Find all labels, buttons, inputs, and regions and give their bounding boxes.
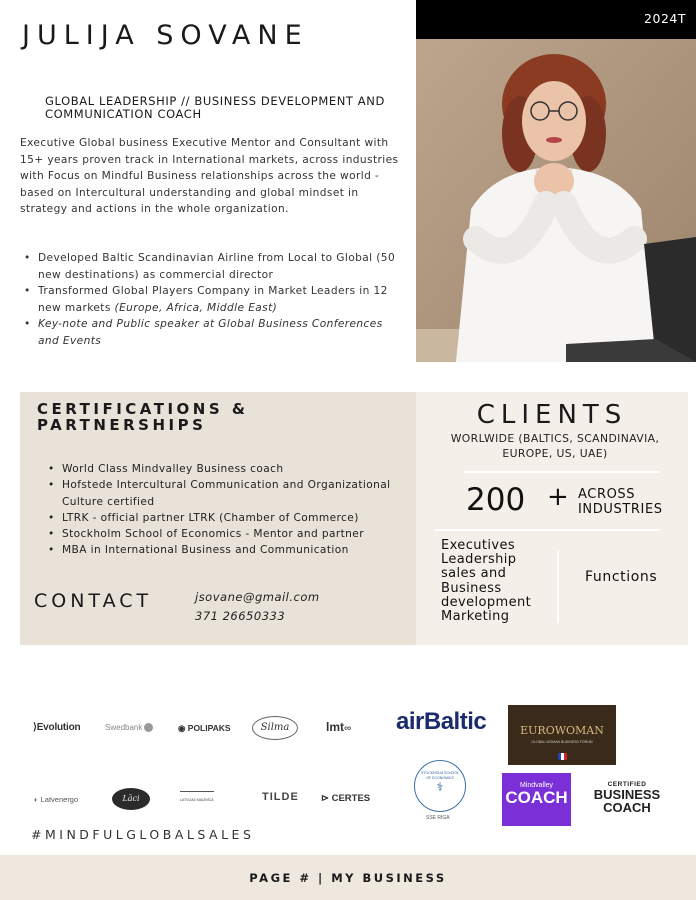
client-roles: Executives Leadership sales and Business development Marketing (441, 538, 532, 625)
contact-title: CONTACT (34, 590, 153, 612)
client-logos (0, 700, 696, 830)
latvijas-maiznica-logo: LATVIJAS MAIZNĪCA (180, 791, 214, 802)
certifications-title: CERTIFICATIONS & PARTNERSHIPS (37, 400, 249, 434)
client-count: 200 (466, 482, 526, 518)
polipaks-icon: ◉ (178, 723, 188, 733)
clients-title: CLIENTS (476, 400, 628, 430)
achievements-list (22, 250, 407, 349)
logo-text: CERTES (331, 793, 371, 804)
contact-email-link[interactable]: jsovane@gmail.com (195, 590, 320, 604)
year-label: 2024T (644, 11, 686, 26)
list-item: • World Class Mindvalley Business coach (46, 461, 396, 477)
sse-riga-logo (414, 760, 466, 812)
certifications-panel (20, 392, 416, 645)
top-bar (416, 0, 696, 39)
latvenergo-icon: ◐ (34, 795, 41, 804)
list-item: • Key-note and Public speaker at Global Business Conferences and Events (22, 316, 407, 349)
silma-logo (252, 716, 298, 740)
swedbank-logo (105, 723, 153, 732)
across-industries-label: ACROSS INDUSTRIES (578, 487, 663, 517)
sse-riga-label: SSE RIGA (426, 815, 450, 821)
polipaks-logo (178, 723, 231, 734)
portrait-illustration (416, 39, 696, 362)
caduceus-icon: ⚕ (436, 780, 444, 794)
logo-subtext: COACH (505, 788, 568, 807)
divider (464, 471, 660, 473)
list-item: • Developed Baltic Scandinavian Airline from Local to Global (50 new destinations) as commercial director (22, 250, 407, 283)
logo-text: Swedbank (105, 723, 143, 732)
page-footer (0, 855, 696, 900)
logo-text: BUSINESS (593, 787, 661, 802)
list-item (22, 283, 407, 316)
list-item: • Stockholm School of Economics - Mentor and partner (46, 526, 396, 542)
contact-phone[interactable]: 371 26650333 (195, 609, 286, 623)
logo-text: POLIPAKS (187, 723, 231, 733)
logo-text: Mindvalley (519, 782, 554, 789)
eurowoman-logo (508, 705, 616, 765)
list-item: • Hofstede Intercultural Communication and Organizational Culture certified (46, 477, 396, 510)
logo-text: CERTIFIED (607, 781, 647, 788)
functions-label: Functions (585, 569, 658, 585)
certes-logo (321, 793, 370, 804)
airbaltic-logo: airBaltic (396, 708, 487, 735)
bio-paragraph: Executive Global business Executive Mentor and Consultant with 15+ years proven track in International markets, across industries with Focus on Mindful Business relationships across the world - based on Intercultural understanding and global mindset in strategy and actions in the whole organization. (20, 137, 399, 215)
lmt-icon: ∞ (344, 723, 352, 734)
divider (435, 529, 660, 531)
evolution-logo (33, 722, 80, 733)
logo-text: Silma (260, 722, 290, 733)
portrait-photo (416, 39, 696, 362)
logo-text: COACH (603, 800, 651, 815)
divider (557, 551, 559, 623)
logo-text: STOCKHOLM SCHOOL OF ECONOMICS (421, 771, 459, 780)
job-subtitle: GLOBAL LEADERSHIP // BUSINESS DEVELOPMENT AND COMMUNICATION COACH (45, 94, 385, 121)
evolution-icon: ⟩ (33, 722, 37, 733)
certes-icon: ⊳ (321, 793, 332, 804)
swedbank-icon (144, 723, 153, 732)
client-count-plus: + (547, 482, 569, 512)
tilde-logo: TILDE (262, 791, 299, 803)
logo-text: Latvenergo (40, 795, 79, 804)
list-item-text: Transformed Global Players Company in Market Leaders in 12 new markets (38, 285, 388, 314)
list-item-emphasis: (Europe, Africa, Middle East) (114, 301, 278, 314)
footer-text: PAGE # | MY BUSINESS (249, 871, 447, 885)
person-name: JULIJA SOVANE (22, 20, 309, 51)
list-item: • LTRK - official partner LTRK (Chamber of Commerce) (46, 510, 396, 526)
logo-text: EUROWOMAN (520, 724, 604, 737)
logo-text: lmt (326, 720, 344, 734)
certifications-list (46, 461, 396, 559)
clients-panel (416, 392, 688, 645)
laci-logo: Lāci (112, 788, 150, 810)
flag-icon (558, 753, 567, 760)
mindvalley-coach-logo (502, 773, 571, 826)
list-item: • MBA in International Business and Communication (46, 542, 396, 558)
logo-subtext: GLOBAL WOMAN BUSINESS FORUM (531, 740, 593, 744)
clients-regions: WORLWIDE (BALTICS, SCANDINAVIA, EUROPE, US, UAE) (450, 432, 660, 460)
lmt-logo (326, 720, 351, 734)
hashtag: #MINDFULGLOBALSALES (31, 827, 255, 842)
logo-text: Evolution (36, 722, 81, 733)
certified-business-coach-badge (581, 781, 673, 819)
latvenergo-logo (34, 795, 78, 804)
